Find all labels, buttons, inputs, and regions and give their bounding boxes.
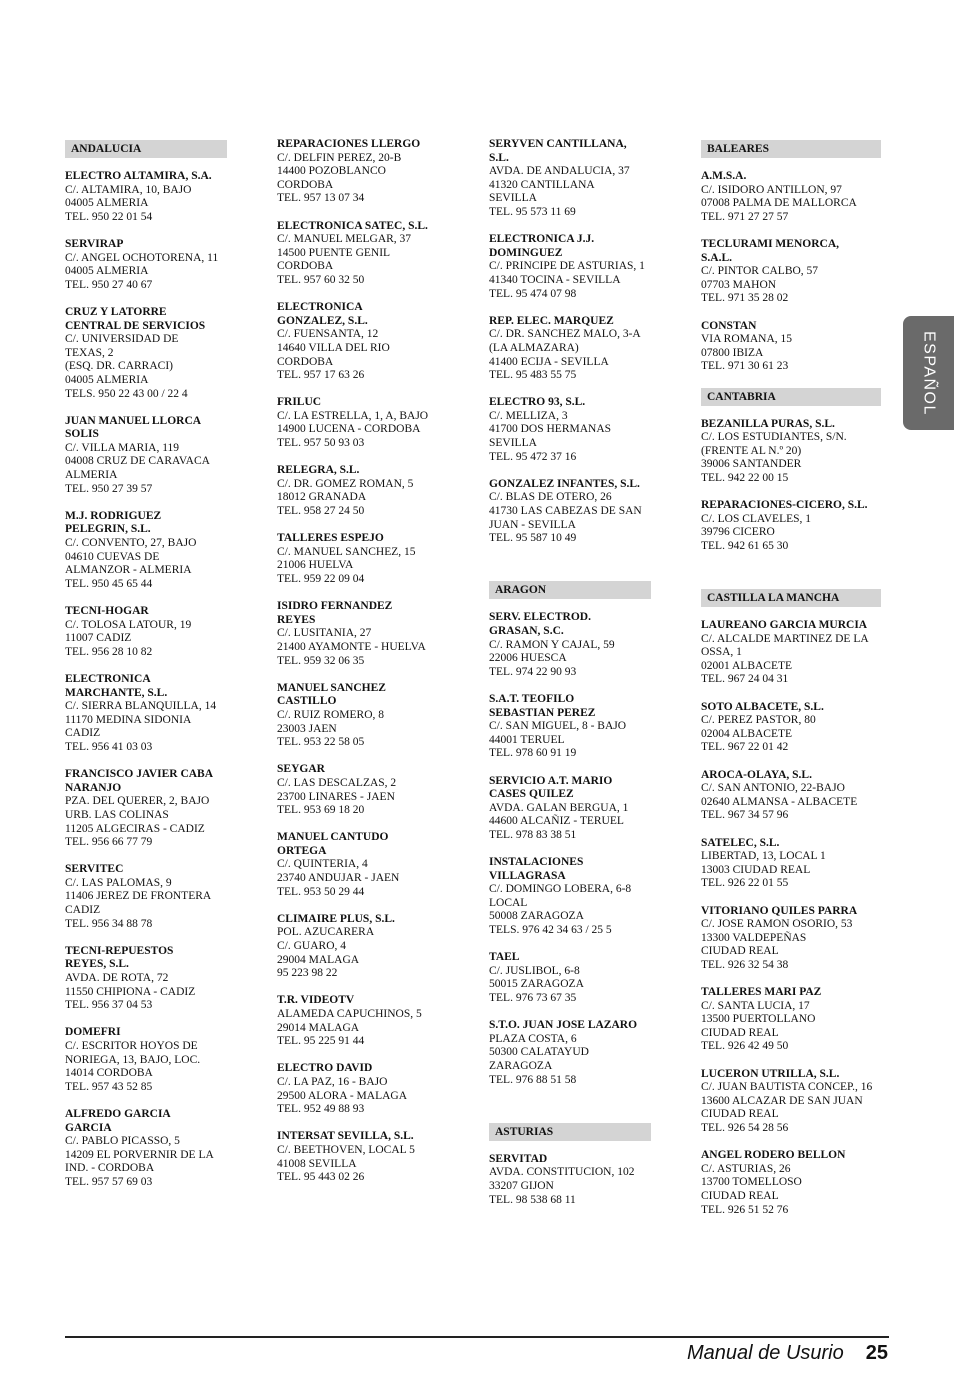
address-line: TEL. 95 587 10 49 [489,532,577,545]
address-line: TELS. 950 22 43 00 / 22 4 [65,387,188,400]
address-line: 02001 ALBACETE [701,659,793,672]
address-line: TEL. 953 69 18 20 [277,804,365,817]
service-entry [277,994,453,1048]
address-line: SEVILLA [489,192,537,205]
address-line: 04008 CRUZ DE CARAVACA [65,455,210,468]
address-line: C/. ISIDORO ANTILLON, 97 [701,183,842,196]
address-line: C/. VILLA MARIA, 119 [65,441,180,454]
address-line: C/. SAN MIGUEL, 8 - BAJO [489,720,627,733]
service-entry [489,233,657,301]
address-line: C/. SANTA LUCIA, 17 [701,999,810,1012]
region-header: ANDALUCIA [65,140,227,158]
address-line: TEL. 967 22 01 42 [701,741,789,754]
address-line: TEL. 971 27 27 57 [701,210,789,223]
service-entry [701,499,887,553]
address-line: TEL. 957 17 63 26 [277,369,365,382]
address-line: 41008 SEVILLA [277,1157,357,1170]
address-line: 23700 LINARES - JAEN [277,790,395,803]
address-line: TEL. 956 28 10 82 [65,645,153,658]
address-line: 39796 CICERO [701,526,775,539]
address-line: VIA ROMANA, 15 [701,333,793,346]
address-line: 11550 CHIPIONA - CADIZ [65,985,196,998]
service-name: TECLURAMI MENORCA, S.A.L. [701,237,839,264]
address-line: C/. UNIVERSIDAD DE [65,333,179,346]
address-line: TEL. 967 24 04 31 [701,673,789,686]
address-line: TEL. 978 60 91 19 [489,747,577,760]
service-entry [489,1019,657,1087]
address-line: C/. ALTAMIRA, 10, BAJO [65,183,192,196]
service-entry [489,856,657,938]
address-line: 14400 POZOBLANCO [277,165,386,178]
address-line: 44001 TERUEL [489,733,565,746]
address-line: 29500 ALORA - MALAGA [277,1089,408,1102]
address-line: 14500 PUENTE GENIL [277,246,391,259]
address-line: TEL. 926 42 49 50 [701,1040,789,1053]
service-entry [277,682,453,750]
address-line: 41700 DOS HERMANAS [489,423,612,436]
address-line: 04610 CUEVAS DE [65,550,160,563]
address-line: JUAN - SEVILLA [489,518,576,531]
service-name: M.J. RODRIGUEZ PELEGRIN, S.L. [65,509,162,536]
address-line: 04005 ALMERIA [65,265,149,278]
service-entry [701,905,887,973]
address-line: TEL. 956 66 77 79 [65,836,153,849]
address-line: ALMANZOR - ALMERIA [65,564,192,577]
address-line: C/. TOLOSA LATOUR, 19 [65,618,192,631]
address-line: TEL. 971 35 28 02 [701,292,789,305]
address-line: C/. ALCALDE MARTINEZ DE LA [701,632,869,645]
service-entry [701,1149,887,1217]
service-entry [65,510,235,592]
address-line: C/. BEETHOVEN, LOCAL 5 [277,1143,415,1156]
address-line: CORDOBA [277,178,334,191]
spacer [701,567,887,587]
service-entry [489,138,657,220]
address-line: C/. LA ESTRELLA, 1, A, BAJO [277,409,429,422]
address-line: C/. PINTOR CALBO, 57 [701,265,819,278]
address-line: (ESQ. DR. CARRACI) [65,360,173,373]
service-name: SATELEC, S.L. [701,836,780,849]
service-entry [489,951,657,1005]
address-line: 14209 EL PORVERNIR DE LA [65,1148,214,1161]
service-name: SEYGAR [277,763,325,776]
address-line: TEL. 976 73 67 35 [489,992,577,1005]
address-line: AVDA. DE ANDALUCIA, 37 [489,165,630,178]
address-line: TEL. 950 22 01 54 [65,210,153,223]
service-entry [701,238,887,306]
address-line: TEL. 957 60 32 50 [277,273,365,286]
service-entry [701,1068,887,1136]
service-entry [65,863,235,931]
service-entry [489,775,657,843]
service-name: BEZANILLA PURAS, S.L. [701,417,835,430]
address-line: 18012 GRANADA [277,491,367,504]
address-line: C/. SAN ANTONIO, 22-BAJO [701,782,845,795]
address-line: 07800 IBIZA [701,346,764,359]
address-line: TEL. 953 22 58 05 [277,736,365,749]
service-entry [701,320,887,374]
address-line: 04005 ALMERIA [65,373,149,386]
address-line: 21400 AYAMONTE - HUELVA [277,640,426,653]
service-entry [489,611,657,679]
service-name: LUCERON UTRILLA, S.L. [701,1067,840,1080]
region-header: ASTURIAS [489,1123,651,1141]
address-line: 14640 VILLA DEL RIO [277,341,390,354]
address-line: POL. AZUCARERA [277,926,375,939]
address-line: ALAMEDA CAPUCHINOS, 5 [277,1008,422,1020]
address-line: C/. LA PAZ, 16 - BAJO [277,1075,388,1088]
address-line: AVDA. GALAN BERGUA, 1 [489,801,629,814]
address-line: TEL. 956 41 03 03 [65,740,153,753]
address-line: TEL. 950 45 65 44 [65,577,153,590]
address-line: ZARAGOZA [489,1060,553,1072]
service-name: FRANCISCO JAVIER CABA NARANJO [65,768,214,794]
service-entry [65,170,235,224]
address-line: 02640 ALMANSA - ALBACETE [701,795,858,808]
address-line: TEL. 95 472 37 16 [489,450,577,463]
address-line: 11406 JEREZ DE FRONTERA [65,890,212,903]
address-line: C/. PABLO PICASSO, 5 [65,1135,180,1148]
address-line: C/. SIERRA BLANQUILLA, 14 [65,700,217,713]
service-entry [701,769,887,823]
address-line: TEL. 957 13 07 34 [277,192,365,205]
address-line: C/. PRINCIPE DE ASTURIAS, 1 [489,260,645,273]
address-line: TEL. 926 51 52 76 [701,1203,789,1216]
language-tab-label: ESPAÑOL [920,330,938,416]
service-name: REPARACIONES-CICERO, S.L. [701,499,868,512]
service-name: SERVITEC [65,863,124,876]
address-line: LOCAL [489,896,528,909]
service-name: REPARACIONES LLERGO [277,138,421,150]
address-line: TEL. 957 43 52 85 [65,1080,153,1093]
service-entry [277,1130,453,1184]
address-line: 41320 CANTILLANA [489,178,595,191]
address-line: TEL. 952 49 88 93 [277,1103,365,1116]
address-line: C/. LOS CLAVELES, 1 [701,512,812,525]
address-line: C/. BLAS DE OTERO, 26 [489,491,612,504]
address-line: 21006 HUELVA [277,559,354,572]
service-name: TALLERES MARI PAZ [701,986,822,999]
address-line: C/. QUINTERIA, 4 [277,858,368,871]
service-entry [277,763,453,817]
service-entry [489,396,657,464]
service-name: S.T.O. JUAN JOSE LAZARO [489,1019,638,1032]
address-line: C/. ASTURIAS, 26 [701,1162,791,1175]
address-line: NORIEGA, 13, BAJO, LOC. [65,1053,201,1066]
address-line: TEL. 95 483 55 75 [489,369,577,382]
service-name: CLIMAIRE PLUS, S.L. [277,912,395,925]
service-name: MANUEL SANCHEZ CASTILLO [277,681,386,708]
address-line: C/. MELLIZA, 3 [489,409,568,422]
service-name: ANGEL RODERO BELLON [701,1149,846,1162]
address-line: 13600 ALCAZAR DE SAN JUAN [701,1094,863,1107]
service-entry [701,701,887,755]
service-name: TAEL [489,951,520,964]
address-line: AVDA. DE ROTA, 72 [65,972,169,985]
address-line: 04005 ALMERIA [65,197,149,210]
service-entry [277,532,453,586]
address-line: 11007 CADIZ [65,632,132,645]
address-line: TEL. 971 30 61 23 [701,360,789,373]
address-line: 11170 MEDINA SIDONIA [65,713,192,726]
address-line: C/. ESCRITOR HOYOS DE [65,1040,198,1052]
service-entry [65,306,235,401]
service-name: REP. ELEC. MARQUEZ [489,314,614,327]
service-entry [65,605,235,659]
address-line: TEL. 926 22 01 55 [701,877,789,890]
service-name: SERV. ELECTROD. GRASAN, S.C. [489,611,591,637]
address-line: C/. DELFIN PEREZ, 20-B [277,151,402,164]
address-line: C/. MANUEL SANCHEZ, 15 [277,545,416,558]
service-name: VITORIANO QUILES PARRA [701,904,858,917]
address-line: 41400 ECIJA - SEVILLA [489,355,609,368]
address-line: TEL. 926 54 28 56 [701,1122,789,1134]
address-line: 14900 LUCENA - CORDOBA [277,423,421,436]
address-line: TEL. 976 88 51 58 [489,1073,577,1086]
address-line: CIUDAD REAL [701,1189,779,1202]
footer-divider [65,1336,889,1338]
address-line: C/. RUIZ ROMERO, 8 [277,708,385,721]
service-name: GONZALEZ INFANTES, S.L. [489,477,640,490]
address-line: (FRENTE AL N.º 20) [701,444,802,457]
address-line: 41730 LAS CABEZAS DE SAN [489,505,642,518]
address-line: 50008 ZARAGOZA [489,910,584,923]
service-name: TALLERES ESPEJO [277,532,384,545]
address-line: CADIZ [65,904,101,917]
address-line: CORDOBA [277,355,334,368]
service-name: T.R. VIDEOTV [277,994,355,1007]
address-line: C/. LUSITANIA, 27 [277,627,372,640]
address-line: TELS. 976 42 34 63 / 25 5 [489,924,612,937]
address-line: TEXAS, 2 [65,346,114,359]
address-line: LIBERTAD, 13, LOCAL 1 [701,850,826,863]
address-line: PZA. DEL QUERER, 2, BAJO [65,795,210,808]
service-name: ELECTRONICA J.J. DOMINGUEZ [489,233,595,259]
address-line: 14014 CORDOBA [65,1067,153,1080]
address-line: 29014 MALAGA [277,1021,360,1034]
address-line: 29004 MALAGA [277,953,360,966]
column-1 [65,138,235,1203]
address-line: C/. LAS DESCALZAS, 2 [277,776,397,789]
address-line: 13300 VALDEPEÑAS [701,931,807,944]
service-name: INTERSAT SEVILLA, S.L. [277,1130,414,1143]
address-line: 50015 ZARAGOZA [489,978,584,991]
address-line: OSSA, 1 [701,646,742,659]
service-entry [65,945,235,1013]
address-line: 07703 MAHON [701,278,777,291]
service-name: ELECTRO 93, S.L. [489,396,586,409]
address-line: 22006 HUESCA [489,652,567,665]
service-entry [277,464,453,518]
address-line: CIUDAD REAL [701,1108,779,1121]
service-name: TECNI-REPUESTOS REYES, S.L. [65,944,174,971]
service-name: CRUZ Y LATORRE CENTRAL DE SERVICIOS [65,305,206,332]
address-line: TEL. 95 474 07 98 [489,287,577,300]
address-line: C/. DR. SANCHEZ MALO, 3-A [489,328,641,341]
service-entry [65,238,235,292]
address-line: C/. DOMINGO LOBERA, 6-8 [489,883,632,896]
service-entry [489,1153,657,1207]
service-entry [701,170,887,224]
service-entry [277,600,453,668]
address-line: TEL. 98 538 68 11 [489,1193,576,1206]
address-line: 41340 TOCINA - SEVILLA [489,273,621,286]
service-entry [65,1108,235,1190]
address-line: C/. JUSLIBOL, 6-8 [489,964,580,977]
address-line: CADIZ [65,727,101,740]
address-line: SEVILLA [489,437,537,450]
spacer [489,1101,657,1121]
address-line: 23003 JAEN [277,722,337,735]
address-line: C/. FUENSANTA, 12 [277,328,379,341]
address-line: AVDA. CONSTITUCION, 102 [489,1166,635,1179]
service-name: FRILUC [277,396,322,409]
address-line: 39006 SANTANDER [701,458,802,471]
address-line: TEL. 95 573 11 69 [489,205,576,218]
address-line: TEL. 978 83 38 51 [489,828,577,841]
address-line: TEL. 956 34 88 78 [65,917,153,930]
page-footer [687,1342,888,1365]
service-name: DOMEFRI [65,1026,121,1039]
page-number: 25 [865,1342,888,1364]
address-line: TEL. 942 22 00 15 [701,471,789,484]
region-header: CANTABRIA [701,388,881,406]
service-entry [65,415,235,497]
column-4 [701,138,887,1231]
service-name: ELECTRONICA GONZALEZ, S.L. [277,301,368,327]
address-line: TEL. 95 225 91 44 [277,1035,365,1048]
service-name: SOTO ALBACETE, S.L. [701,700,824,713]
address-line: C/. MANUEL MELGAR, 37 [277,233,412,246]
address-line: TEL. 95 443 02 26 [277,1171,365,1184]
address-line: IND. - CORDOBA [65,1162,155,1175]
service-name: MANUEL CANTUDO ORTEGA [277,831,389,857]
service-name: LAUREANO GARCIA MURCIA [701,619,868,632]
service-entry [277,220,453,288]
address-line: PLAZA COSTA, 6 [489,1032,577,1045]
address-line: C/. CONVENTO, 27, BAJO [65,537,197,550]
service-name: INSTALACIONES VILLAGRASA [489,856,584,882]
address-line: CIUDAD REAL [701,945,779,958]
service-entry [65,673,235,755]
service-name: A.M.S.A. [701,170,747,182]
service-entry [65,768,235,850]
service-name: TECNI-HOGAR [65,605,149,617]
footer-title: Manual de Usurio [687,1342,844,1364]
address-line: TEL. 974 22 90 93 [489,665,577,678]
address-line: TEL. 950 27 40 67 [65,278,153,291]
address-line: 11205 ALGECIRAS - CADIZ [65,822,205,835]
service-name: ELECTRO DAVID [277,1062,373,1075]
service-entry [489,478,657,546]
service-name: CONSTAN [701,319,757,332]
service-entry [277,1062,453,1116]
address-line: C/. PEREZ PASTOR, 80 [701,714,816,727]
address-line: 07008 PALMA DE MALLORCA [701,197,857,210]
service-name: ELECTRO ALTAMIRA, S.A. [65,170,212,182]
service-entry [701,986,887,1054]
region-header: BALEARES [701,140,881,158]
address-line: C/. LOS ESTUDIANTES, S/N. [701,431,847,444]
column-2 [277,138,453,1198]
service-entry [489,315,657,383]
address-line: C/. DR. GOMEZ ROMAN, 5 [277,477,414,490]
service-entry [701,418,887,486]
service-name: SERVIRAP [65,237,124,250]
address-line: TEL. 959 22 09 04 [277,573,365,585]
address-line: URB. LAS COLINAS [65,808,169,821]
service-entry [277,138,453,206]
address-line: TEL. 926 32 54 38 [701,958,789,971]
service-name: ALFREDO GARCIA GARCIA [65,1107,171,1134]
service-name: SERVITAD [489,1152,548,1165]
address-line: C/. JOSE RAMON OSORIO, 53 [701,918,853,931]
service-entry [277,301,453,383]
address-line: CIUDAD REAL [701,1026,779,1039]
service-entry [65,1026,235,1094]
address-line: TEL. 956 37 04 53 [65,999,153,1012]
address-line: TEL. 942 61 65 30 [701,539,789,552]
address-line: CORDOBA [277,260,334,273]
address-line: C/. GUARO, 4 [277,940,347,953]
address-line: 23740 ANDUJAR - JAEN [277,872,400,885]
address-line: TEL. 959 32 06 35 [277,654,365,667]
address-line: 13003 CIUDAD REAL [701,863,811,876]
service-name: S.A.T. TEOFILO SEBASTIAN PEREZ [489,692,596,719]
address-line: C/. LAS PALOMAS, 9 [65,876,172,889]
address-line: TEL. 957 50 93 03 [277,437,365,450]
service-name: ISIDRO FERNANDEZ REYES [277,600,393,626]
address-line: ALMERIA [65,469,118,482]
service-name: SERYVEN CANTILLANA, S.L. [489,138,627,164]
address-line: C/. JUAN BAUTISTA CONCEP., 16 [701,1081,873,1094]
address-line: 95 223 98 22 [277,967,338,980]
service-name: RELEGRA, S.L. [277,464,360,477]
service-name: AROCA-OLAYA, S.L. [701,768,812,781]
address-line: (LA ALMAZARA) [489,341,579,354]
region-header: ARAGON [489,581,651,599]
spacer [489,559,657,579]
language-tab [903,316,954,430]
address-line: 33207 GIJON [489,1179,554,1192]
address-line: TEL. 950 27 39 57 [65,482,153,495]
service-name: SERVICIO A.T. MARIO CASES QUILEZ [489,774,613,801]
service-entry [277,396,453,450]
service-entry [489,693,657,761]
address-line: 50300 CALATAYUD [489,1046,589,1059]
region-header: CASTILLA LA MANCHA [701,589,881,607]
service-entry [277,831,453,899]
address-line: TEL. 958 27 24 50 [277,505,365,518]
address-line: 44600 ALCAÑIZ - TERUEL [489,815,624,828]
service-name: JUAN MANUEL LLORCA SOLIS [65,414,202,441]
service-entry [701,619,887,687]
column-3 [489,138,657,1221]
address-line: C/. RAMON Y CAJAL, 59 [489,638,615,651]
service-entry [701,837,887,891]
address-line: 13700 TOMELLOSO [701,1176,802,1189]
address-line: 13500 PUERTOLLANO [701,1013,816,1026]
address-line: C/. ANGEL OCHOTORENA, 11 [65,251,219,264]
service-entry [277,913,453,981]
address-line: TEL. 967 34 57 96 [701,809,789,822]
service-name: ELECTRONICA SATEC, S.L. [277,219,428,232]
address-line: TEL. 957 57 69 03 [65,1175,153,1188]
address-line: TEL. 953 50 29 44 [277,885,365,898]
address-line: 02004 ALBACETE [701,727,793,740]
service-name: ELECTRONICA MARCHANTE, S.L. [65,672,168,699]
